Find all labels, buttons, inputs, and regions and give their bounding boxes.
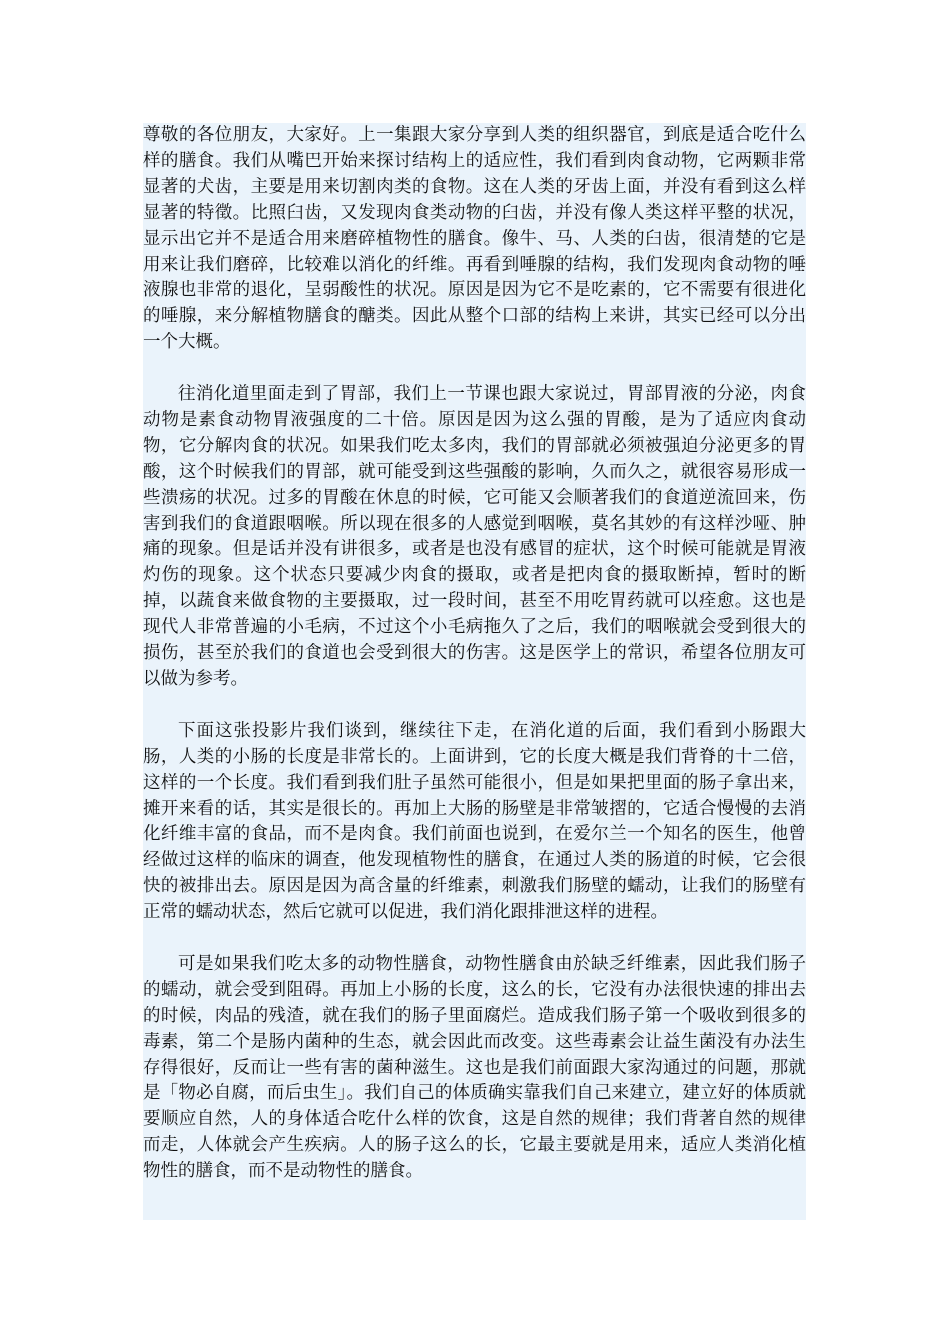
article-text-block [143, 123, 806, 1220]
paragraph-spacer [143, 356, 806, 382]
paragraph-4: 可是如果我们吃太多的动物性膳食，动物性膳食由於缺乏纤维素，因此我们肠子的蠕动，就会受到阻碍。再加上小肠的长度，这么的长，它没有办法很快速的排出去的时候，肉品的残渣，就在我们的肠子里面腐烂。造成我们肠子第一个吸收到很多的毒素，第二个是肠内菌种的生态，就会因此而改变。这些毒素会让益生菌没有办法生存得很好，反而让一些有害的菌种滋生。这也是我们前面跟大家沟通过的问题，那就是「物必自腐，而后虫生」。我们自己的体质确实靠我们自己来建立，建立好的体质就要顺应自然，人的身体适合吃什么样的饮食，这是自然的规律；我们背著自然的规律而走，人体就会产生疾病。人的肠子这么的长，它最主要就是用来，适应人类消化植物性的膳食，而不是动物性的膳食。 [143, 953, 806, 1182]
paragraph-spacer [143, 926, 806, 952]
paragraph-2: 往消化道里面走到了胃部，我们上一节课也跟大家说过，胃部胃液的分泌，肉食动物是素食动物胃液强度的二十倍。原因是因为这么强的胃酸，是为了适应肉食动物，它分解肉食的状况。如果我们吃太多肉，我们的胃部就必须被强迫分泌更多的胃酸，这个时候我们的胃部，就可能受到这些强酸的影响，久而久之，就很容易形成一些溃疡的状况。过多的胃酸在休息的时候，它可能又会顺著我们的食道逆流回来，伤害到我们的食道跟咽喉。所以现在很多的人感觉到咽喉，莫名其妙的有这样沙哑、肿痛的现象。但是话并没有讲很多，或者是也没有感冒的症状，这个时候可能就是胃液灼伤的现象。这个状态只要减少肉食的摄取，或者是把肉食的摄取断掉，暂时的断掉，以蔬食来做食物的主要摄取，过一段时间，甚至不用吃胃药就可以痊愈。这也是现代人非常普遍的小毛病，不过这个小毛病拖久了之后，我们的咽喉就会受到很大的损伤，甚至於我们的食道也会受到很大的伤害。这是医学上的常识，希望各位朋友可以做为参考。 [143, 384, 806, 690]
paragraph-spacer [143, 693, 806, 719]
paragraph-3: 下面这张投影片我们谈到，继续往下走，在消化道的后面，我们看到小肠跟大肠，人类的小肠的长度是非常长的。上面讲到，它的长度大概是我们背脊的十二倍，这样的一个长度。我们看到我们肚子虽然可能很小，但是如果把里面的肠子拿出来，摊开来看的话，其实是很长的。再加上大肠的肠壁是非常皱摺的，它适合慢慢的去消化纤维丰富的食品，而不是肉食。我们前面也说到，在爱尔兰一个知名的医生，他曾经做过这样的临床的调查，他发现植物性的膳食，在通过人类的肠道的时候，它会很快的被排出去。原因是因为高含量的纤维素，刺激我们肠壁的蠕动，让我们的肠壁有正常的蠕动状态，然后它就可以促进，我们消化跟排泄这样的进程。 [143, 720, 806, 923]
paragraph-1: 尊敬的各位朋友，大家好。上一集跟大家分享到人类的组织器官，到底是适合吃什么样的膳食。我们从嘴巴开始来探讨结构上的适应性，我们看到肉食动物，它两颗非常显著的犬齿，主要是用来切割肉类的食物。这在人类的牙齿上面，并没有看到这么样显著的特徵。比照臼齿，又发现肉食类动物的臼齿，并没有像人类这样平整的状况，显示出它并不是适合用来磨碎植物性的膳食。像牛、马、人类的臼齿，很清楚的它是用来让我们磨碎，比较难以消化的纤维。再看到唾腺的结构，我们发现肉食动物的唾液腺也非常的退化，呈弱酸性的状况。原因是因为它不是吃素的，它不需要有很进化的唾腺，来分解植物膳食的醣类。因此从整个口部的结构上来讲，其实已经可以分出一个大概。 [143, 125, 806, 353]
